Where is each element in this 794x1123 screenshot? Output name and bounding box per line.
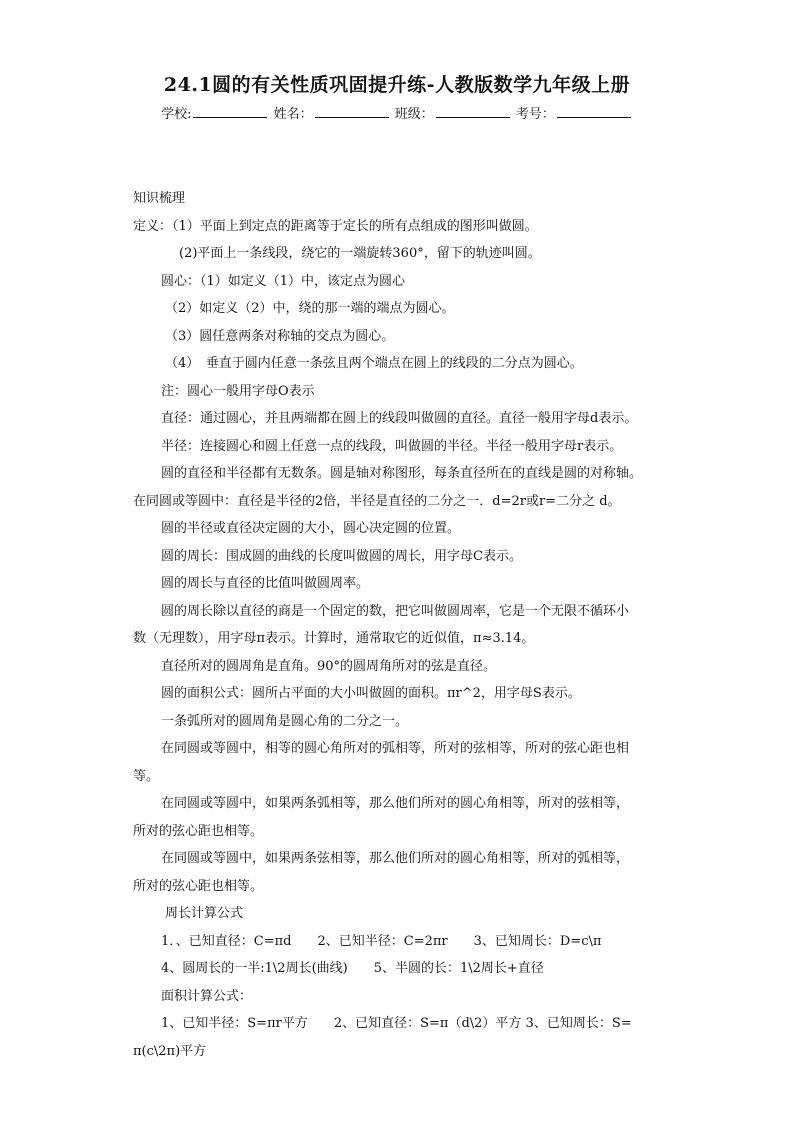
knowledge-summary (133, 185, 663, 1065)
page-title: 24.1圆的有关性质巩固提升练-人教版数学九年级上册 (163, 74, 631, 96)
formula-line: 1．、已知直径：C=πd 2、已知半径：C=2πr 3、已知周长：D=c\π (161, 933, 602, 949)
exam-number-blank (557, 105, 631, 118)
definition-line: (2)平面上一条线段，绕它的一端旋转360°，留下的轨迹叫圆。 (179, 246, 541, 261)
theorem-line: 所对的弦心距也相等。 (133, 878, 264, 894)
theorem-line: 等。 (133, 768, 160, 784)
property-line: 圆的半径或直径决定圆的大小，圆心决定圆的位置。 (161, 521, 461, 536)
theorem-line: 所对的弦心距也相等。 (133, 823, 264, 839)
pi-line: 圆的周长与直径的比值叫做圆周率。 (161, 576, 370, 591)
section-heading: 知识梳理 (133, 191, 186, 206)
circumference-line: 圆的周长：围成圆的曲线的长度叫做圆的周长，用字母C表示。 (161, 548, 522, 564)
note-line: 注：圆心一般用字母O表示 (161, 383, 315, 399)
theorem-line: 在同圆或等圆中，如果两条弦相等，那么他们所对的圆心角相等，所对的弧相等， (161, 851, 630, 866)
property-line: 圆的直径和半径都有无数条。圆是轴对称图形，每条直径所在的直线是圆的对称轴。 (161, 466, 643, 481)
pi-line: 数（无理数），用字母π表示。计算时，通常取它的近似值，π≈3.14。 (133, 631, 535, 646)
inscribed-angle-line: 直径所对的圆周角是直角。90°的圆周角所对的弦是直径。 (161, 658, 497, 674)
formula-line: π(c\2π)平方 (133, 1043, 207, 1059)
center-line: （3）圆任意两条对称轴的交点为圆心。 (165, 328, 395, 344)
school-blank (193, 105, 267, 118)
center-line: （4） 垂直于圆内任意一条弦且两个端点在圆上的线段的二分点为圆心。 (165, 356, 583, 371)
inscribed-angle-line: 一条弧所对的圆周角是圆心角的二分之一。 (161, 713, 409, 729)
area-line: 圆的面积公式：圆所占平面的大小叫做圆的面积。πr^2，用字母S表示。 (161, 686, 581, 701)
formula-heading: 面积计算公式： (161, 988, 253, 1004)
center-line: 圆心：（1）如定义（1）中，该定点为圆心 (161, 273, 406, 289)
theorem-line: 在同圆或等圆中，如果两条弧相等，那么他们所对的圆心角相等，所对的弦相等， (161, 796, 630, 811)
theorem-line: 在同圆或等圆中，相等的圆心角所对的弧相等，所对的弦相等，所对的弦心距也相 (161, 741, 630, 756)
name-blank (315, 105, 389, 118)
school-label: 学校: (161, 107, 192, 122)
center-line: （2）如定义（2）中，绕的那一端的端点为圆心。 (165, 301, 455, 316)
class-label: 班级： (394, 107, 434, 122)
student-info-row (0, 103, 794, 122)
class-blank (436, 105, 510, 118)
definition-line: 定义：（1）平面上到定点的距离等于定长的所有点组成的图形叫做圆。 (133, 218, 538, 234)
formula-heading: 周长计算公式 (165, 906, 244, 921)
formula-line: 4、圆周长的一半:1\2周长(曲线) 5、半圆的长：1\2周长+直径 (161, 961, 544, 976)
property-line: 在同圆或等圆中：直径是半径的2倍，半径是直径的二分之一．d=2r或r=二分之 d。 (133, 493, 621, 509)
radius-line: 半径：连接圆心和圆上任意一点的线段，叫做圆的半径。半径一般用字母r表示。 (161, 438, 623, 454)
diameter-line: 直径：通过圆心，并且两端都在圆上的线段叫做圆的直径。直径一般用字母d表示。 (161, 411, 638, 426)
exam-number-label: 考号： (515, 107, 555, 122)
formula-line: 1、已知半径：S=πr平方 2、已知直径：S=π（d\2）平方 3、已知周长：S= (161, 1016, 632, 1031)
pi-line: 圆的周长除以直径的商是一个固定的数，把它叫做圆周率，它是一个无限不循环小 (161, 603, 630, 619)
name-label: 姓名： (273, 107, 313, 122)
